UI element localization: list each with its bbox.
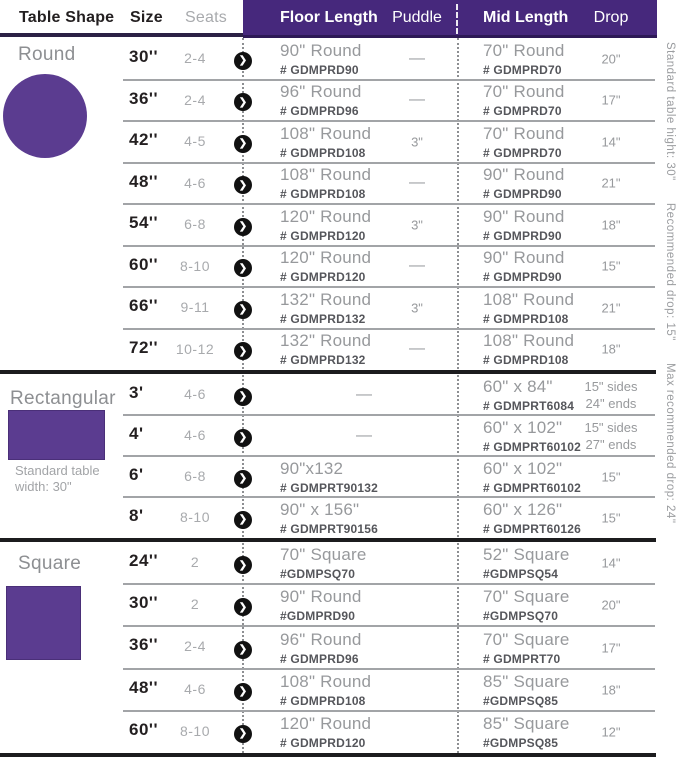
mid-length-item-number: #GDMPSQ54 xyxy=(483,567,559,582)
drop-value: 15" sides xyxy=(584,378,638,394)
size-value: 36'' xyxy=(129,88,158,108)
col-header-drop: Drop xyxy=(593,9,629,26)
chevron-right-icon: ❯ xyxy=(234,683,252,701)
table-row xyxy=(0,415,679,456)
table-row xyxy=(0,626,679,668)
size-value: 42'' xyxy=(129,130,158,149)
puddle-value: 3" xyxy=(411,134,423,150)
section-separator xyxy=(0,753,656,757)
floor-length-item-number: # GDMPRD132 xyxy=(280,353,366,368)
section-rows-square xyxy=(0,542,679,753)
col-header-table-shape: Table Shape xyxy=(19,9,115,26)
mid-length-value: 85" Square xyxy=(483,671,570,691)
floor-length-cell xyxy=(280,711,387,753)
drop-value: 15" sides xyxy=(584,419,638,435)
seats-value: 6-8 xyxy=(184,468,206,484)
mid-length-item-number: # GDMPRD70 xyxy=(483,145,562,160)
mid-length-item-number: # GDMPRD70 xyxy=(483,62,562,77)
floor-length-value: 108" Round xyxy=(280,123,372,143)
drop-value: 15" xyxy=(601,258,621,274)
drop-value: 17" xyxy=(601,640,621,655)
puddle-value: — xyxy=(409,49,425,67)
floor-length-item-number: # GDMPRT90132 xyxy=(280,480,378,495)
drop-cell xyxy=(578,468,644,485)
seats-value: 8-10 xyxy=(179,722,211,739)
mid-length-value: 70" Round xyxy=(483,82,565,102)
table-row xyxy=(0,711,679,753)
mid-length-value: 52" Square xyxy=(483,545,570,565)
floor-length-cell xyxy=(280,497,387,538)
table-row xyxy=(0,497,679,538)
table-row xyxy=(0,542,679,584)
floor-length-dash: — xyxy=(356,385,372,403)
floor-length-item-number: # GDMPRD108 xyxy=(280,693,366,708)
mid-length-item-number: # GDMPRT6084 xyxy=(483,398,575,413)
drop-cell xyxy=(578,133,644,150)
seats-value: 2-4 xyxy=(184,638,206,655)
size-value: 3' xyxy=(129,383,144,402)
drop-value: 17" xyxy=(601,92,621,108)
size-value: 60'' xyxy=(129,719,158,739)
floor-length-cell xyxy=(280,204,387,246)
size-value: 4' xyxy=(129,424,144,443)
mid-length-value: 70" Square xyxy=(483,587,570,607)
drop-cell xyxy=(578,175,644,192)
floor-length-value: 120" Round xyxy=(280,713,372,733)
mid-length-value: 108" Round xyxy=(483,331,575,351)
mid-length-item-number: # GDMPRT60102 xyxy=(483,480,581,495)
chevron-right-icon: ❯ xyxy=(234,388,252,406)
drop-cell xyxy=(578,419,644,453)
floor-length-item-number: #GDMPRD90 xyxy=(280,609,356,624)
col-header-mid-length: Mid Length xyxy=(483,9,569,26)
drop-value: 12" xyxy=(601,724,621,740)
size-value: 54'' xyxy=(129,213,158,232)
drop-value: 20" xyxy=(601,597,621,613)
mid-length-item-number: # GDMPRT70 xyxy=(483,651,561,666)
floor-length-dash: — xyxy=(356,426,372,444)
mid-length-value: 60" x 102" xyxy=(483,417,563,437)
mid-length-item-number: #GDMPSQ70 xyxy=(483,609,559,624)
floor-length-cell xyxy=(280,669,387,711)
rectangular-caption: Standard table width: 30" xyxy=(15,463,100,494)
seats-value: 4-6 xyxy=(184,386,206,402)
header-dashed-divider xyxy=(456,4,458,34)
size-value: 30'' xyxy=(129,593,158,613)
drop-cell xyxy=(578,597,644,614)
section-rows-rectangular xyxy=(0,374,679,538)
chevron-right-icon: ❯ xyxy=(234,93,252,111)
chevron-right-icon: ❯ xyxy=(234,470,252,488)
drop-value: 15" xyxy=(601,469,621,484)
floor-length-item-number: # GDMPRD96 xyxy=(280,104,359,119)
seats-value: 4-6 xyxy=(184,427,206,443)
col-header-seats: Seats xyxy=(185,9,227,26)
drop-cell xyxy=(578,378,644,412)
drop-value: 18" xyxy=(601,341,621,357)
floor-length-cell xyxy=(280,38,387,80)
seats-value: 2 xyxy=(190,554,200,570)
floor-length-value: 90" Round xyxy=(280,40,362,60)
mid-length-item-number: # GDMPRT60126 xyxy=(483,521,581,536)
chevron-right-icon: ❯ xyxy=(234,218,252,236)
floor-length-item-number: # GDMPRD108 xyxy=(280,145,366,160)
mid-length-value: 90" Round xyxy=(483,248,565,268)
mid-length-item-number: # GDMPRD108 xyxy=(483,311,569,326)
drop-value: 14" xyxy=(601,134,621,150)
floor-length-value: 90" Round xyxy=(280,587,362,607)
drop-cell xyxy=(578,639,644,656)
mid-length-value: 70" Square xyxy=(483,629,570,649)
mid-length-value: 60" x 102" xyxy=(483,458,563,478)
seats-value: 8-10 xyxy=(179,257,211,274)
section-label-round: Round xyxy=(18,44,76,65)
mid-length-value: 70" Round xyxy=(483,40,565,60)
size-value: 8' xyxy=(129,506,144,525)
table-row xyxy=(0,669,679,711)
floor-length-value: 70" Square xyxy=(280,545,367,565)
drop-value: 14" xyxy=(601,555,621,571)
size-value: 66'' xyxy=(129,296,158,315)
section-label-square: Square xyxy=(18,553,82,574)
mid-length-value: 70" Round xyxy=(483,123,565,143)
puddle-value: — xyxy=(409,91,425,109)
size-value: 6' xyxy=(129,465,144,484)
size-value: 36'' xyxy=(129,635,158,655)
chevron-right-icon: ❯ xyxy=(234,556,252,574)
drop-cell xyxy=(578,341,644,358)
seats-value: 10-12 xyxy=(175,340,215,357)
mid-length-value: 85" Square xyxy=(483,713,570,733)
chevron-right-icon: ❯ xyxy=(234,511,252,529)
seats-value: 4-6 xyxy=(184,680,206,697)
table-row xyxy=(0,456,679,497)
mid-length-item-number: # GDMPRT60102 xyxy=(483,439,581,454)
header-underline xyxy=(0,33,243,37)
mid-length-item-number: # GDMPRD108 xyxy=(483,353,569,368)
floor-length-cell xyxy=(280,246,387,288)
table-row xyxy=(0,80,679,122)
floor-length-item-number: # GDMPRD120 xyxy=(280,228,366,243)
floor-length-item-number: # GDMPRT90156 xyxy=(280,521,378,536)
drop-cell xyxy=(578,50,644,67)
drop-value: 21" xyxy=(601,175,621,191)
table-row xyxy=(0,246,679,288)
drop-cell xyxy=(578,555,644,572)
drop-value: 20" xyxy=(601,51,621,67)
mid-length-item-number: # GDMPRD70 xyxy=(483,104,562,119)
table-row xyxy=(0,584,679,626)
section-separator xyxy=(0,370,656,374)
seats-value: 9-11 xyxy=(180,299,210,315)
mid-length-item-number: #GDMPSQ85 xyxy=(483,693,559,708)
table-row xyxy=(0,121,679,163)
puddle-value: 3" xyxy=(411,217,423,233)
table-row xyxy=(0,163,679,205)
drop-cell xyxy=(578,723,644,740)
seats-value: 4-5 xyxy=(184,133,206,149)
floor-length-cell xyxy=(280,584,387,626)
floor-length-value: 108" Round xyxy=(280,671,372,691)
drop-value: 21" xyxy=(601,300,621,316)
section-separator xyxy=(0,538,656,542)
drop-cell xyxy=(578,258,644,275)
drop-value: 15" xyxy=(601,510,621,525)
drop-cell xyxy=(578,681,644,698)
seats-value: 2-4 xyxy=(184,50,206,66)
floor-length-item-number: #GDMPSQ70 xyxy=(280,567,356,582)
floor-length-value: 96" Round xyxy=(280,82,362,102)
chevron-right-icon: ❯ xyxy=(234,176,252,194)
drop-cell xyxy=(578,509,644,526)
floor-length-cell xyxy=(280,163,387,205)
size-value: 48'' xyxy=(129,171,158,191)
mid-length-value: 90" Round xyxy=(483,165,565,185)
chevron-right-icon: ❯ xyxy=(234,429,252,447)
floor-length-value: 96" Round xyxy=(280,629,362,649)
mid-length-item-number: # GDMPRD90 xyxy=(483,228,562,243)
table-row xyxy=(0,329,679,371)
col-header-floor-length: Floor Length xyxy=(280,9,378,26)
chevron-right-icon: ❯ xyxy=(234,301,252,319)
col-header-puddle: Puddle xyxy=(392,9,442,26)
table-row xyxy=(0,374,679,415)
seats-value: 2 xyxy=(190,596,200,613)
floor-length-cell xyxy=(280,329,387,371)
size-value: 60'' xyxy=(129,254,158,274)
floor-length-cell xyxy=(280,121,387,163)
floor-length-item-number: # GDMPRD120 xyxy=(280,270,366,285)
mid-length-item-number: # GDMPRD90 xyxy=(483,187,562,202)
mid-length-value: 60" x 126" xyxy=(483,499,563,519)
seats-value: 4-6 xyxy=(184,174,206,191)
floor-length-cell xyxy=(280,542,387,584)
size-value: 48'' xyxy=(129,677,158,697)
floor-length-value: 108" Round xyxy=(280,165,372,185)
drop-value-2: 24" ends xyxy=(585,395,637,411)
mid-length-value: 108" Round xyxy=(483,289,575,309)
floor-length-value: 132" Round xyxy=(280,331,372,351)
floor-length-cell xyxy=(280,456,387,497)
floor-length-cell xyxy=(280,287,387,329)
seats-value: 2-4 xyxy=(184,91,206,108)
seats-value: 8-10 xyxy=(179,509,211,525)
size-value: 24'' xyxy=(129,551,158,570)
mid-length-item-number: #GDMPSQ85 xyxy=(483,735,559,750)
floor-length-item-number: # GDMPRD90 xyxy=(280,62,359,77)
puddle-value: 3" xyxy=(411,300,423,316)
drop-cell xyxy=(578,92,644,109)
measure-header-bar xyxy=(243,0,657,38)
floor-length-value: 120" Round xyxy=(280,248,372,268)
puddle-value: — xyxy=(409,257,425,275)
floor-length-value: 90"x132 xyxy=(280,458,344,478)
mid-length-value: 60" x 84" xyxy=(483,376,553,396)
side-notes: Standard table hight: 30" Recommended drop: 15" Max recommended drop: 24" xyxy=(664,42,676,524)
chevron-right-icon: ❯ xyxy=(234,641,252,659)
floor-length-item-number: # GDMPRD132 xyxy=(280,311,366,326)
drop-value-2: 27" ends xyxy=(585,436,637,452)
size-value: 30'' xyxy=(129,47,158,66)
chevron-right-icon: ❯ xyxy=(234,52,252,70)
chevron-right-icon: ❯ xyxy=(234,598,252,616)
section-label-rectangular: Rectangular xyxy=(10,388,116,409)
floor-length-item-number: # GDMPRD108 xyxy=(280,187,366,202)
mid-length-value: 90" Round xyxy=(483,206,565,226)
size-value: 72'' xyxy=(129,337,158,357)
drop-cell xyxy=(578,299,644,316)
chevron-right-icon: ❯ xyxy=(234,725,252,743)
floor-length-cell xyxy=(280,80,387,122)
chevron-right-icon: ❯ xyxy=(234,259,252,277)
drop-cell xyxy=(578,216,644,233)
seats-value: 6-8 xyxy=(184,216,206,232)
floor-length-value: 90" x 156" xyxy=(280,499,360,519)
floor-length-item-number: # GDMPRD96 xyxy=(280,651,359,666)
mid-length-item-number: # GDMPRD90 xyxy=(483,270,562,285)
drop-value: 18" xyxy=(601,217,621,233)
floor-length-cell xyxy=(280,626,387,668)
puddle-value: — xyxy=(409,174,425,192)
chevron-right-icon: ❯ xyxy=(234,342,252,360)
puddle-value: — xyxy=(409,340,425,358)
chevron-right-icon: ❯ xyxy=(234,135,252,153)
table-row xyxy=(0,38,679,80)
floor-length-value: 132" Round xyxy=(280,289,372,309)
table-row xyxy=(0,204,679,246)
floor-length-value: 120" Round xyxy=(280,206,372,226)
section-rows-round xyxy=(0,38,679,370)
drop-value: 18" xyxy=(601,682,621,698)
floor-length-item-number: # GDMPRD120 xyxy=(280,735,366,750)
table-row xyxy=(0,287,679,329)
col-header-size: Size xyxy=(130,9,163,26)
